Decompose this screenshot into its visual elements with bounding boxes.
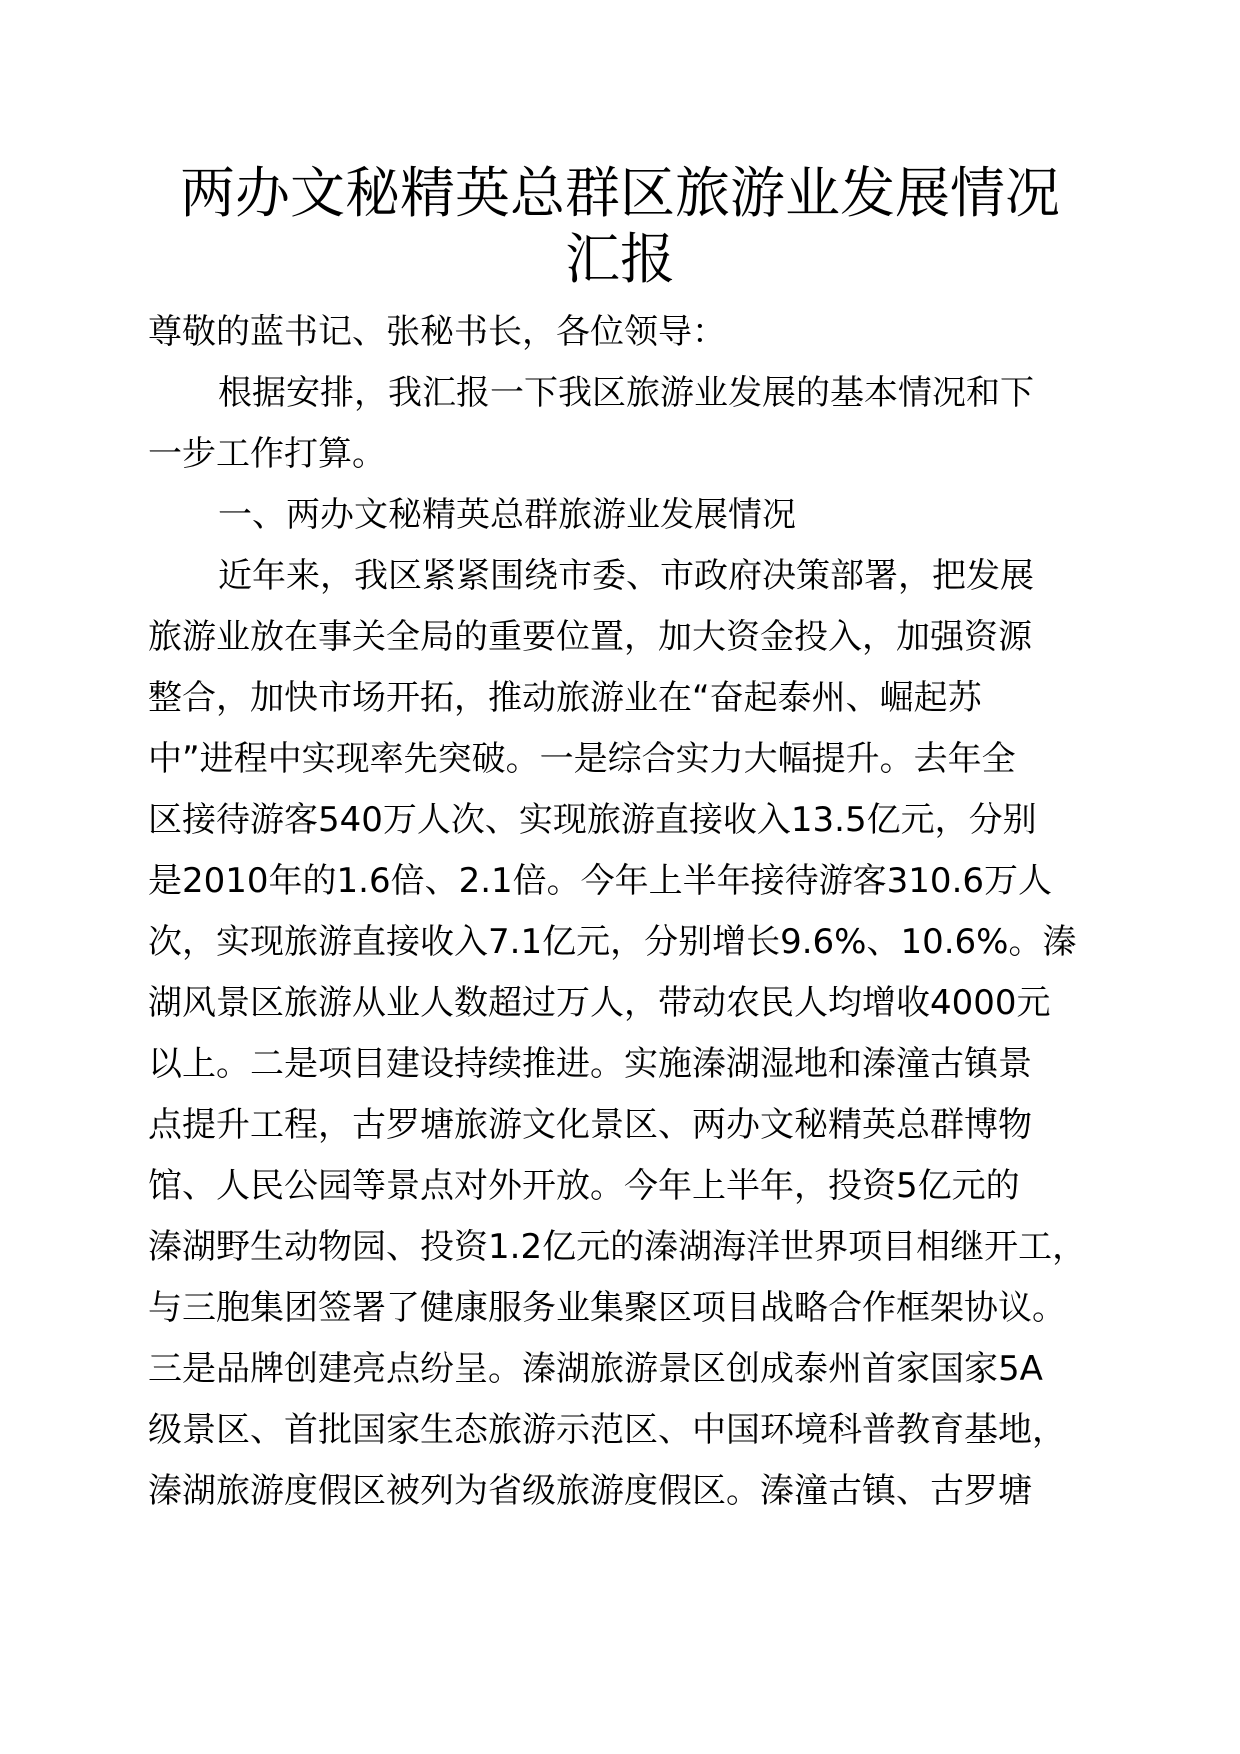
body-line-12: 溱湖野生动物园、投资1.2亿元的溱湖海洋世界项目相继开工， — [148, 1227, 1087, 1267]
body-line-16: 溱湖旅游度假区被列为省级旅游度假区。溱潼古镇、古罗塘 — [148, 1471, 1032, 1511]
intro-line-1: 根据安排，我汇报一下我区旅游业发展的基本情况和下 — [218, 373, 1034, 413]
body-line-15: 级景区、首批国家生态旅游示范区、中国环境科普教育基地， — [148, 1410, 1066, 1450]
document-body — [148, 302, 1108, 1522]
body-paragraph — [148, 546, 1108, 1522]
section-heading — [148, 485, 1108, 546]
document-title — [120, 160, 1120, 292]
salutation: 尊敬的蓝书记、张秘书长，各位领导： — [148, 312, 726, 352]
body-line-9: 以上。二是项目建设持续推进。实施溱湖湿地和溱潼古镇景 — [148, 1044, 1032, 1084]
body-line-1: 近年来，我区紧紧围绕市委、市政府决策部署，把发展 — [218, 556, 1034, 596]
intro-paragraph — [148, 363, 1108, 485]
body-line-14: 三是品牌创建亮点纷呈。溱湖旅游景区创成泰州首家国家5A — [148, 1349, 1043, 1389]
body-line-3: 整合，加快市场开拓，推动旅游业在“奋起泰州、崛起苏 — [148, 678, 982, 718]
body-line-11: 馆、人民公园等景点对外开放。今年上半年，投资5亿元的 — [148, 1166, 1020, 1206]
title-line-2: 汇报 — [564, 227, 675, 291]
body-line-13: 与三胞集团签署了健康服务业集聚区项目战略合作框架协议。 — [148, 1288, 1066, 1328]
section-heading-text: 一、两办文秘精英总群旅游业发展情况 — [218, 495, 796, 535]
title-line-1: 两办文秘精英总群区旅游业发展情况 — [179, 161, 1060, 225]
body-line-2: 旅游业放在事关全局的重要位置，加大资金投入，加强资源 — [148, 617, 1032, 657]
intro-line-2: 一步工作打算。 — [148, 434, 386, 474]
body-line-5: 区接待游客540万人次、实现旅游直接收入13.5亿元，分别 — [148, 800, 1037, 840]
body-line-6: 是2010年的1.6倍、2.1倍。今年上半年接待游客310.6万人 — [148, 861, 1053, 901]
body-line-8: 湖风景区旅游从业人数超过万人，带动农民人均增收4000元 — [148, 983, 1051, 1023]
body-line-7: 次，实现旅游直接收入7.1亿元，分别增长9.6%、10.6%。溱 — [148, 922, 1077, 962]
body-line-10: 点提升工程，古罗塘旅游文化景区、两办文秘精英总群博物 — [148, 1105, 1032, 1145]
body-line-4: 中”进程中实现率先突破。一是综合实力大幅提升。去年全 — [148, 739, 1016, 779]
